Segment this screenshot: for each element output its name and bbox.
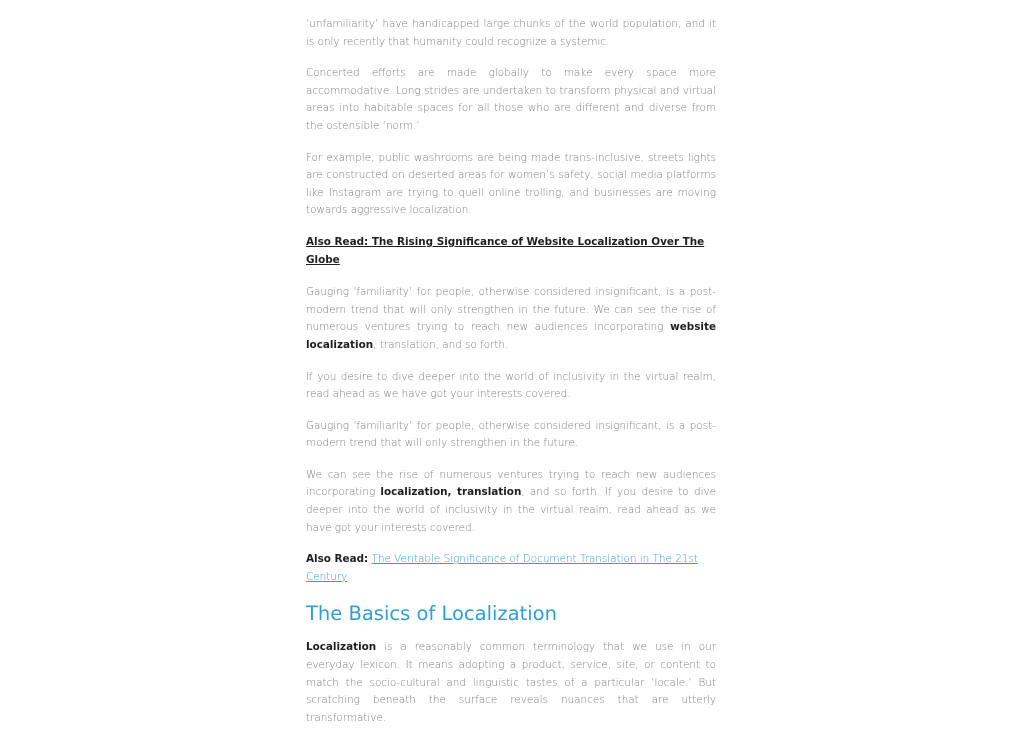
paragraph-text: , and so forth. If you desire to dive deeper into the world of inclusivity in the virtual realm, read ahead as we have got your interests covered. bbox=[306, 486, 716, 534]
localization-translation-bold: localization, translation bbox=[380, 486, 522, 499]
paragraph-concerted-efforts: Concerted efforts are made globally to make every space more accommodative. Long strides are undertaken to transform physical and virtual areas into habitable spaces for all those who are different and diverse from the ostensible ‘norm.’ bbox=[306, 67, 716, 132]
also-read-label: Also Read: bbox=[306, 553, 369, 566]
paragraph-text: Gauging ‘familiarity’ for people, otherwise considered insignificant, is a post-modern trend that will only strengthen in the future. We can see the rise of numerous ventures trying to reach new audiences incorporating bbox=[306, 286, 716, 334]
paragraph-gauging-familiarity-1 bbox=[306, 284, 716, 354]
paragraph-text: We can see the rise of numerous ventures trying to reach new audiences incorporating bbox=[306, 468, 716, 499]
paragraph-text: , translation, and so forth. bbox=[373, 338, 509, 351]
also-read-document-translation-link[interactable]: The Veritable Significance of Document Translation in The 21st Century bbox=[306, 553, 698, 583]
localization-bold: Localization bbox=[306, 641, 377, 654]
paragraph-for-example: For example, public washrooms are being made trans-inclusive, streets lights are constructed on deserted areas for women’s safety, social media platforms like Instagram are trying to quell online trolling, and businesses are moving towards aggressive localization. bbox=[306, 151, 716, 217]
paragraph-rise-of-ventures bbox=[306, 467, 716, 537]
paragraph-text: is a reasonably common terminology that we use in our everyday lexicon. It means adopting a product, service, site, or content to match the socio-cultural and linguistic tastes of a particular ‘locale.’ But scratching beneath the surface reveals nuances that are utterly transformative. bbox=[306, 641, 716, 724]
also-read-document-translation bbox=[306, 551, 716, 586]
paragraph-unfamiliarity: ‘unfamiliarity’ have handicapped large chunks of the world population, and it is only recently that humanity could recognize a systemic. bbox=[306, 18, 716, 48]
section-heading-basics: The Basics of Localization bbox=[306, 602, 557, 626]
paragraph-localization-definition bbox=[306, 639, 716, 727]
website-localization-bold: website localization bbox=[306, 321, 716, 351]
also-read-website-localization-link[interactable]: Also Read: The Rising Significance of Website Localization Over The Globe bbox=[306, 235, 705, 266]
also-read-website-localization bbox=[306, 234, 716, 269]
paragraph-dive-deeper: If you desire to dive deeper into the world of inclusivity in the virtual realm, read ahead as we have got your interests covered. bbox=[306, 370, 716, 401]
paragraph-gauging-familiarity-2: Gauging ‘familiarity’ for people, otherwise considered insignificant, is a post-modern trend that will only strengthen in the future. bbox=[306, 419, 716, 450]
article-body bbox=[306, 16, 716, 741]
